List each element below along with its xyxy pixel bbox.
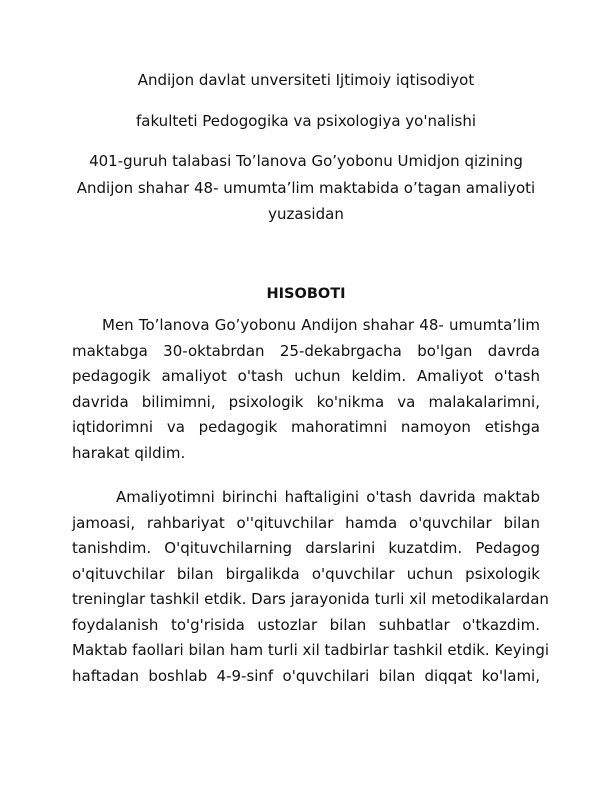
paragraph-line: harakat qildim. <box>72 443 186 462</box>
paragraph-line: o'qituvchilar bilan birgalikda o'quvchilar uchun psixologik <box>72 564 540 583</box>
header-student-line: 401-guruh talabasi To’lanova Go’yobonu Umidjon qizining <box>89 152 523 170</box>
paragraph-line: davrida bilimimni, psixologik ko'nikma va malakalarimni, <box>72 392 540 411</box>
paragraph-line: maktabga 30-oktabrdan 25-dekabrgacha bo'lgan davrda <box>72 341 540 360</box>
header-school-line: Andijon shahar 48- umumta’lim maktabida o’tagan amaliyoti <box>76 179 536 197</box>
header-university-line: Andijon davlat unversiteti Ijtimoiy iqtisodiyot <box>137 71 475 89</box>
paragraph-line: pedagogik amaliyot o'tash uchun keldim. Amaliyot o'tash <box>72 367 540 385</box>
paragraph-intro <box>72 313 540 466</box>
paragraph-line: tanishdim. O'qituvchilarning darslarini kuzatdim. Pedagog <box>72 539 540 557</box>
paragraph-line: Amaliyotimni birinchi haftaligini o'tash davrida maktab <box>116 488 540 506</box>
paragraph-line: treninglar tashkil etdik. Dars jarayonida turli xil metodikalardan <box>72 590 549 608</box>
document-title: HISOBOTI <box>266 286 346 302</box>
paragraph-first-week <box>72 485 550 689</box>
paragraph-line: haftadan boshlab 4-9-sinf o'quvchilari bilan diqqat ko'lami, <box>72 666 540 685</box>
paragraph-line: jamoasi, rahbariyat o''qituvchilar hamda o'quvchilar bilan <box>72 513 540 532</box>
header-faculty-line: fakulteti Pedogogika va psixologiya yo'nalishi <box>135 112 476 130</box>
paragraph-line: iqtidorimni va pedagogik mahoratimni namoyon etishga <box>72 418 540 436</box>
header-subject-line: yuzasidan <box>268 205 344 223</box>
paragraph-line: Maktab faollari bilan ham turli xil tadbirlar tashkil etdik. Keyingi <box>72 641 550 659</box>
paragraph-line: Men To’lanova Go’yobonu Andijon shahar 48- umumta’lim <box>102 316 540 334</box>
paragraph-line: foydalanish to'g'risida ustozlar bilan suhbatlar o'tkazdim. <box>72 615 540 634</box>
